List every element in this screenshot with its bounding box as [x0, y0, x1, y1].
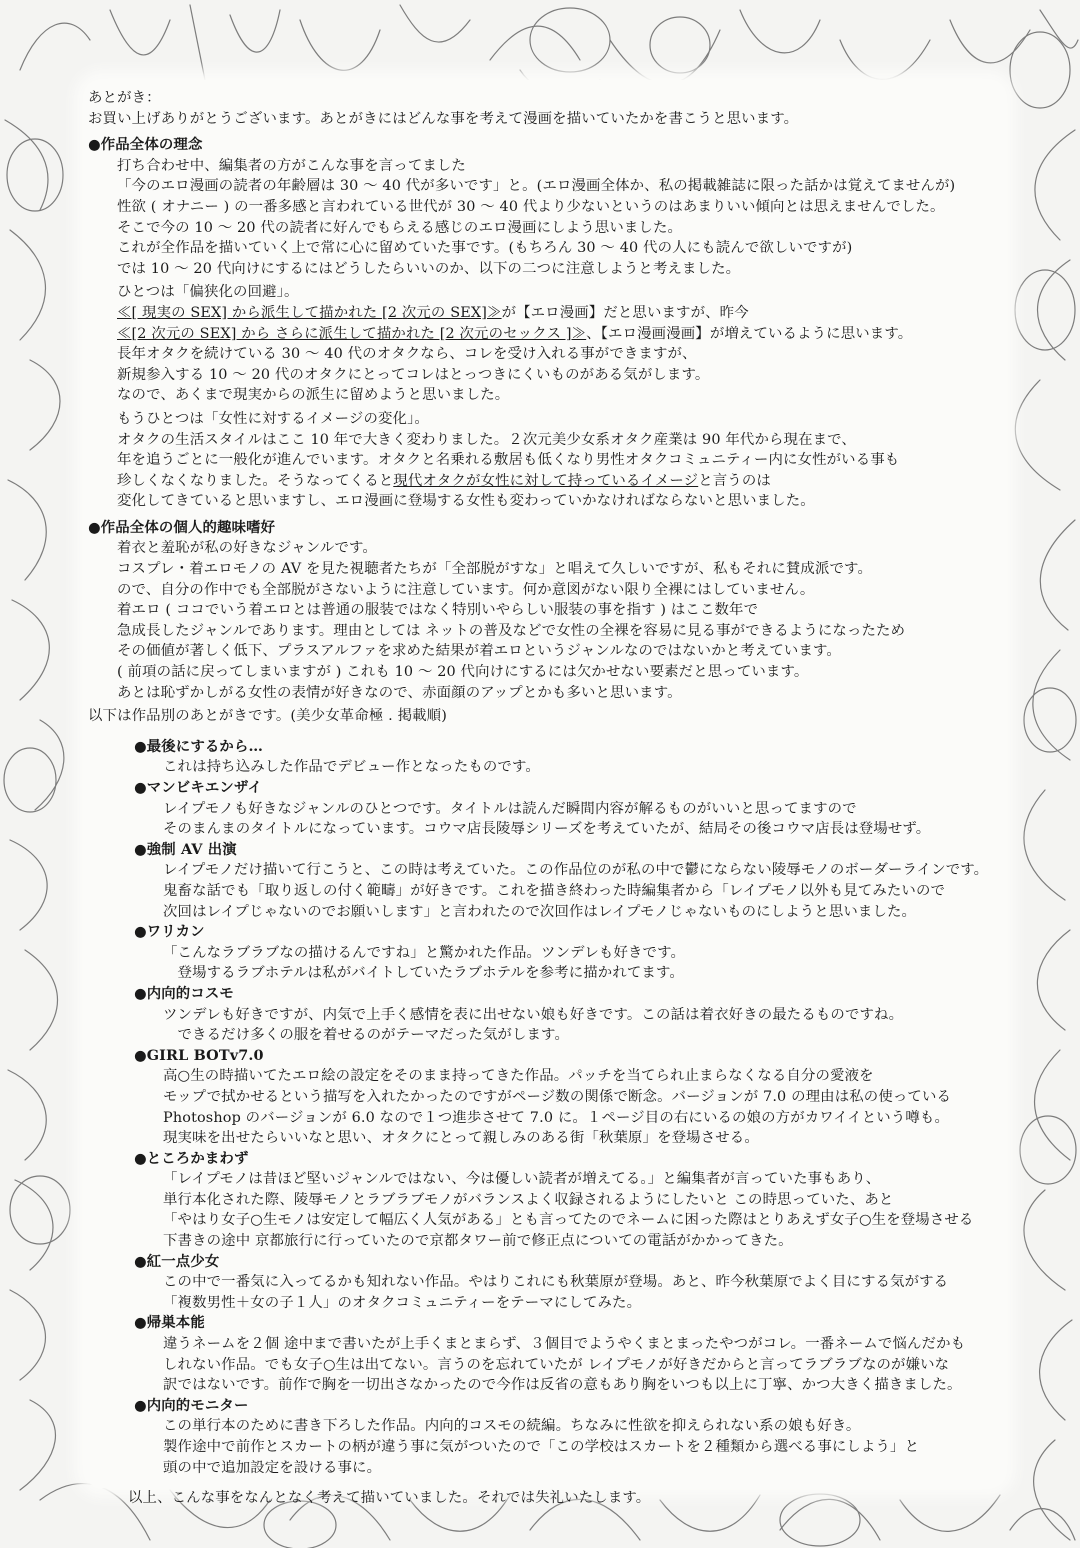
text-line: もうひとつは「女性に対するイメージの変化」。 [117, 410, 429, 427]
work-title: ●帰巣本能 [134, 1314, 205, 1332]
work-line: レイプモノだけ描いて行こうと、この時は考えていた。この作品位のが私の中で鬱にならない陵辱モノのボーダーラインです。 [163, 862, 989, 879]
text-line: 着エロ ( ココでいう着エロとは普通の服装ではなく特別いやらしい服装の事を指す ) はここ数年で [117, 602, 759, 619]
work-title: ●内向的モニター [134, 1396, 249, 1414]
work-line: モップで拭かせるという描写を入れたかったのですがページ数の関係で断念。バージョンが 7.0 の理由は私の使っている [163, 1088, 952, 1105]
text-line: 年を追うごとに一般化が進んでいます。オタクと名乗れる敷居も低くなり男性オタクコミュニティー内に女性がいる事も [117, 452, 900, 469]
text-line: 着衣と羞恥が私の好きなジャンルです。 [117, 540, 377, 557]
work-line: 高○生の時描いてたエロ絵の設定をそのまま持ってきた作品。パッチを当てられ止まらなくなる自分の愛液を [163, 1068, 874, 1085]
work-line: レイプモノも好きなジャンルのひとつです。タイトルは読んだ瞬間内容が解るものがいいと思ってますので [163, 800, 857, 817]
underlined-text: 現代オタクが女性に対して持っているイメージ [393, 472, 699, 489]
work-title: ●強制 AV 出演 [134, 840, 237, 858]
text-line: ので、自分の作中でも全部脱がさないように注意しています。何か意図がない限り全裸にはしていません。 [117, 581, 815, 598]
work-line: しれない作品。でも女子○生は出てない。言うのを忘れていたが レイプモノが好きだからと言ってラブラブなのが嫌いな [163, 1356, 950, 1373]
work-line: この中で一番気に入ってるかも知れない作品。やはりこれにも秋葉原が登場。あと、昨今秋葉原でよく目にする気がする [163, 1274, 949, 1291]
work-line: 登場するラブホテルは私がバイトしていたラブホテルを参考に描かれてます。 [163, 965, 684, 982]
text-line: 急成長したジャンルであります。理由としては ネットの普及などで女性の全裸を容易に見る事ができるようになったため [117, 622, 906, 639]
text-line [117, 471, 1006, 492]
text-line: ひとつは「偏狭化の回避」。 [117, 284, 299, 301]
work-title: ●ワリカン [134, 923, 205, 941]
text-line: では 10 ～ 20 代向けにするにはどうしたらいいのか、以下の二つに注意しようと考えました。 [117, 260, 741, 277]
text-line: なので、あくまで現実からの派生に留めようと思いました。 [117, 387, 510, 404]
text-span: が【エロ漫画】だと思いますが、昨今 [501, 304, 749, 321]
work-line: そのまんまのタイトルになっています。コウマ店長陵辱シリーズを考えていたが、結局その後コウマ店長は登場せず。 [163, 821, 931, 838]
closing-line: 以上、こんな事をなんとなく考えて描いていました。それでは失礼いたします。 [128, 1490, 651, 1507]
work-line: ツンデレも好きですが、内気で上手く感情を表に出せない娘も好きです。この話は着衣好きの最たるものですね。 [163, 1006, 904, 1023]
work-line: これは持ち込みした作品でデビュー作となったものです。 [163, 759, 540, 776]
work-title: ●紅一点少女 [134, 1252, 220, 1270]
section-personal-taste [88, 538, 1006, 703]
work-line: 製作途中で前作とスカートの柄が違う事に気がついたので「この学校はスカートを２種類から選べる事にしよう」と [163, 1439, 920, 1455]
text-line: 性欲 ( オナニー ) の一番多感と言われている世代が 30 ～ 40 代より少ないというのはあまりいい傾向とは思えませんでした。 [117, 198, 945, 215]
text-line: 変化してきていると思いますし、エロ漫画に登場する女性も変わっていかなければならないと思いました。 [117, 493, 815, 510]
intro-line: お買い上げありがとうございます。あとがきにはどんな事を考えて漫画を描いていたかを書こうと思います。 [88, 110, 799, 127]
work-line: 訳ではないです。前作で胸を一切出さなかったので今作は反省の意もあり胸をいつも以上に丁寧、かつ大きく描きました。 [163, 1377, 962, 1394]
text-line [117, 324, 1006, 345]
work-title: ●内向的コスモ [134, 984, 234, 1002]
work-line: 「複数男性＋女の子１人」のオタクコミュニティーをテーマにしてみた。 [163, 1294, 642, 1311]
work-line: Photoshop のバージョンが 6.0 なので１つ進歩させて 7.0 に。１ページ目の右にいるの娘の方がカワイイという噂も。 [163, 1109, 950, 1126]
text-line: そこで今の 10 ～ 20 代の読者に好んでもらえる感じのエロ漫画にしよう思いました。 [117, 219, 683, 236]
work-line: 単行本化された際、陵辱モノとラブラブモノがバランスよく収録されるようにしたいと この時思っていた、あと [163, 1191, 894, 1208]
work-line: できるだけ多くの服を着せるのがテーマだった気がします。 [163, 1027, 569, 1044]
section-philosophy [88, 156, 1006, 512]
afterword-text [88, 88, 1006, 1509]
work-title: ●GIRL BOTv7.0 [134, 1046, 264, 1064]
work-line: 次回はレイプじゃないのでお願いします」と言われたので次回作はレイプモノじゃないものにしようと思いました。 [163, 903, 917, 920]
work-line: 違うネームを２個 途中まで書いたが上手くまとまらず、３個目でようやくまとまったやつがコレ。一番ネームで悩んだかも [163, 1336, 966, 1353]
section-heading: ●作品全体の個人的趣味嗜好 [88, 518, 276, 536]
text-line: オタクの生活スタイルはここ 10 年で大きく変わりました。２次元美少女系オタク産業は 90 年代から現在まで、 [117, 431, 856, 448]
text-line: 打ち合わせ中、編集者の方がこんな事を言ってました [117, 157, 466, 174]
text-line [117, 303, 1006, 324]
afterword-title: あとがき： [88, 90, 161, 106]
text-line: あとは恥ずかしがる女性の表情が好きなので、赤面顔のアップとかも多いと思います。 [117, 684, 682, 701]
works-list [88, 737, 1006, 1478]
text-line: これが全作品を描いていく上で常に心に留めていた事です。(もちろん 30 ～ 40 代の人にも読んで欲しいですが) [117, 240, 853, 257]
work-line: 「レイプモノは昔ほど堅いジャンルではない、今は優しい読者が増えてる。」と編集者が言っていた事もあり、 [163, 1171, 881, 1188]
work-line: 頭の中で追加設定を設ける事に。 [163, 1459, 382, 1476]
work-line: 鬼畜な話でも「取り返しの付く範疇」が好きです。これを描き終わった時編集者から「レイプモノ以外も見てみたいので [163, 882, 946, 899]
text-span: 、【エロ漫画漫画】が増えているように思います。 [586, 325, 913, 342]
text-line: 長年オタクを続けている 30 ～ 40 代のオタクなら、コレを受け入れる事ができますが、 [117, 346, 697, 363]
work-title: ●ところかまわず [134, 1149, 249, 1167]
work-line: この単行本のために書き下ろした作品。内向的コスモの続編。ちなみに性欲を抑えられない系の娘も好き。 [163, 1418, 861, 1435]
work-line: 現実味を出せたらいいなと思い、オタクにとって親しみのある街「秋葉原」を登場させる。 [163, 1130, 759, 1147]
section-heading: ●作品全体の理念 [88, 136, 203, 154]
works-intro: 以下は作品別のあとがきです。(美少女革命極 . 掲載順) [88, 708, 447, 725]
work-title: ●マンビキエンザイ [134, 779, 263, 796]
underlined-text: ≪[2 次元の SEX] から さらに派生して描かれた [2 次元のセックス ]≫ [117, 325, 587, 342]
text-span: と言うのは [698, 472, 771, 489]
work-line: 下書きの途中 京都旅行に行っていたので京都タワー前で修正点についての電話がかかってきた。 [163, 1233, 793, 1250]
work-line: 「こんなラブラブなの描けるんですね」と驚かれた作品。ツンデレも好きです。 [163, 944, 686, 961]
work-title: ●最後にするから… [134, 737, 264, 755]
text-line: コスプレ・着エロモノの AV を見た視聴者たちが「全部脱がすな」と唱えて久しいですが、私もそれに賛成派です。 [117, 561, 872, 578]
work-line: 「やはり女子○生モノは安定して幅広く人気がある」とも言ってたのでネームに困った際はとりあえず女子○生を登場させる [163, 1212, 974, 1229]
text-line: 新規参入する 10 ～ 20 代のオタクにとってコレはとっつきにくいものがある気がします。 [117, 366, 710, 383]
text-line: 「今のエロ漫画の読者の年齢層は 30 ～ 40 代が多いです」と。(エロ漫画全体か、私の掲載雑誌に限った話かは覚えてませんが) [117, 178, 956, 195]
text-span: 珍しくなくなりました。そうなってくると [117, 472, 394, 489]
text-line: その価値が著しく低下、プラスアルファを求めた結果が着エロというジャンルなのではないかと考えています。 [117, 643, 841, 660]
underlined-text: ≪[ 現実の SEX] から派生して描かれた [2 次元の SEX]≫ [117, 304, 502, 321]
text-line: ( 前項の話に戻ってしまいますが ) これも 10 ～ 20 代向けにするには欠かせない要素だと思っています。 [117, 664, 809, 681]
